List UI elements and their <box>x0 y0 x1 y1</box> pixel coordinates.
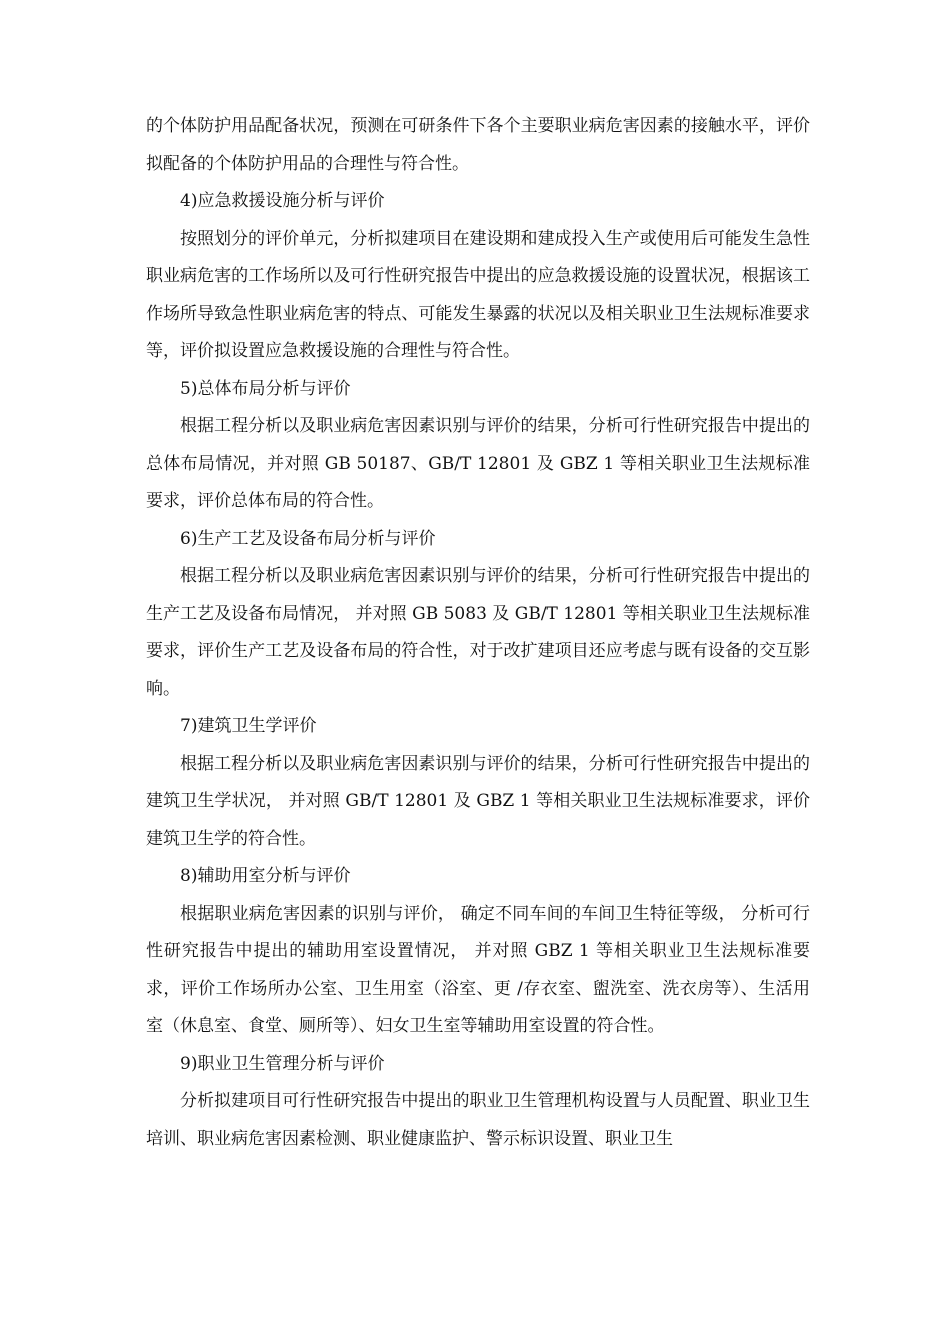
section-heading-8: 8)辅助用室分析与评价 <box>180 866 351 886</box>
section-heading-4: 4)应急救援设施分析与评价 <box>180 191 385 211</box>
document-body <box>146 108 810 1158</box>
paragraph-continuation: 的个体防护用品配备状况，预测在可研条件下各个主要职业病危害因素的接触水平，评价拟配备的个体防护用品的合理性与符合性。 <box>146 116 810 174</box>
section-heading-7: 7)建筑卫生学评价 <box>180 716 317 736</box>
paragraph-auxiliary-rooms: 根据职业病危害因素的识别与评价， 确定不同车间的车间卫生特征等级， 分析可行性研究报告中提出的辅助用室设置情况， 并对照 GBZ 1 等相关职业卫生法规标准要求，评价工作场所办公室、卫生用室（浴室、更 /存衣室、盥洗室、洗衣房等）、生活用室（休息室、食堂、厕所等）、妇女卫生室等辅助用室设置的符合性。 <box>146 903 810 1036</box>
section-heading-5: 5)总体布局分析与评价 <box>180 378 351 399</box>
paragraph-emergency-rescue: 按照划分的评价单元，分析拟建项目在建设期和建成投入生产或使用后可能发生急性职业病危害的工作场所以及可行性研究报告中提出的应急救援设施的设置状况，根据该工作场所导致急性职业病危害的特点、可能发生暴露的状况以及相关职业卫生法规标准要求等，评价拟设置应急救援设施的合理性与符合性。 <box>146 228 810 361</box>
paragraph-overall-layout: 根据工程分析以及职业病危害因素识别与评价的结果，分析可行性研究报告中提出的总体布局情况，并对照 GB 50187、GB/T 12801 及 GBZ 1 等相关职业卫生法规标准要求，评价总体布局的符合性。 <box>146 416 810 511</box>
section-heading-6: 6)生产工艺及设备布局分析与评价 <box>180 528 436 549</box>
paragraph-building-hygiene: 根据工程分析以及职业病危害因素识别与评价的结果，分析可行性研究报告中提出的建筑卫生学状况， 并对照 GB/T 12801 及 GBZ 1 等相关职业卫生法规标准要求，评价建筑卫生学的符合性。 <box>146 753 810 849</box>
paragraph-process-equipment: 根据工程分析以及职业病危害因素识别与评价的结果，分析可行性研究报告中提出的生产工艺及设备布局情况， 并对照 GB 5083 及 GB/T 12801 等相关职业卫生法规标准要求，评价生产工艺及设备布局的符合性，对于改扩建项目还应考虑与既有设备的交互影响。 <box>146 566 810 699</box>
paragraph-hygiene-management: 分析拟建项目可行性研究报告中提出的职业卫生管理机构设置与人员配置、职业卫生培训、职业病危害因素检测、职业健康监护、警示标识设置、职业卫生 <box>146 1091 810 1149</box>
section-heading-9: 9)职业卫生管理分析与评价 <box>180 1053 385 1074</box>
